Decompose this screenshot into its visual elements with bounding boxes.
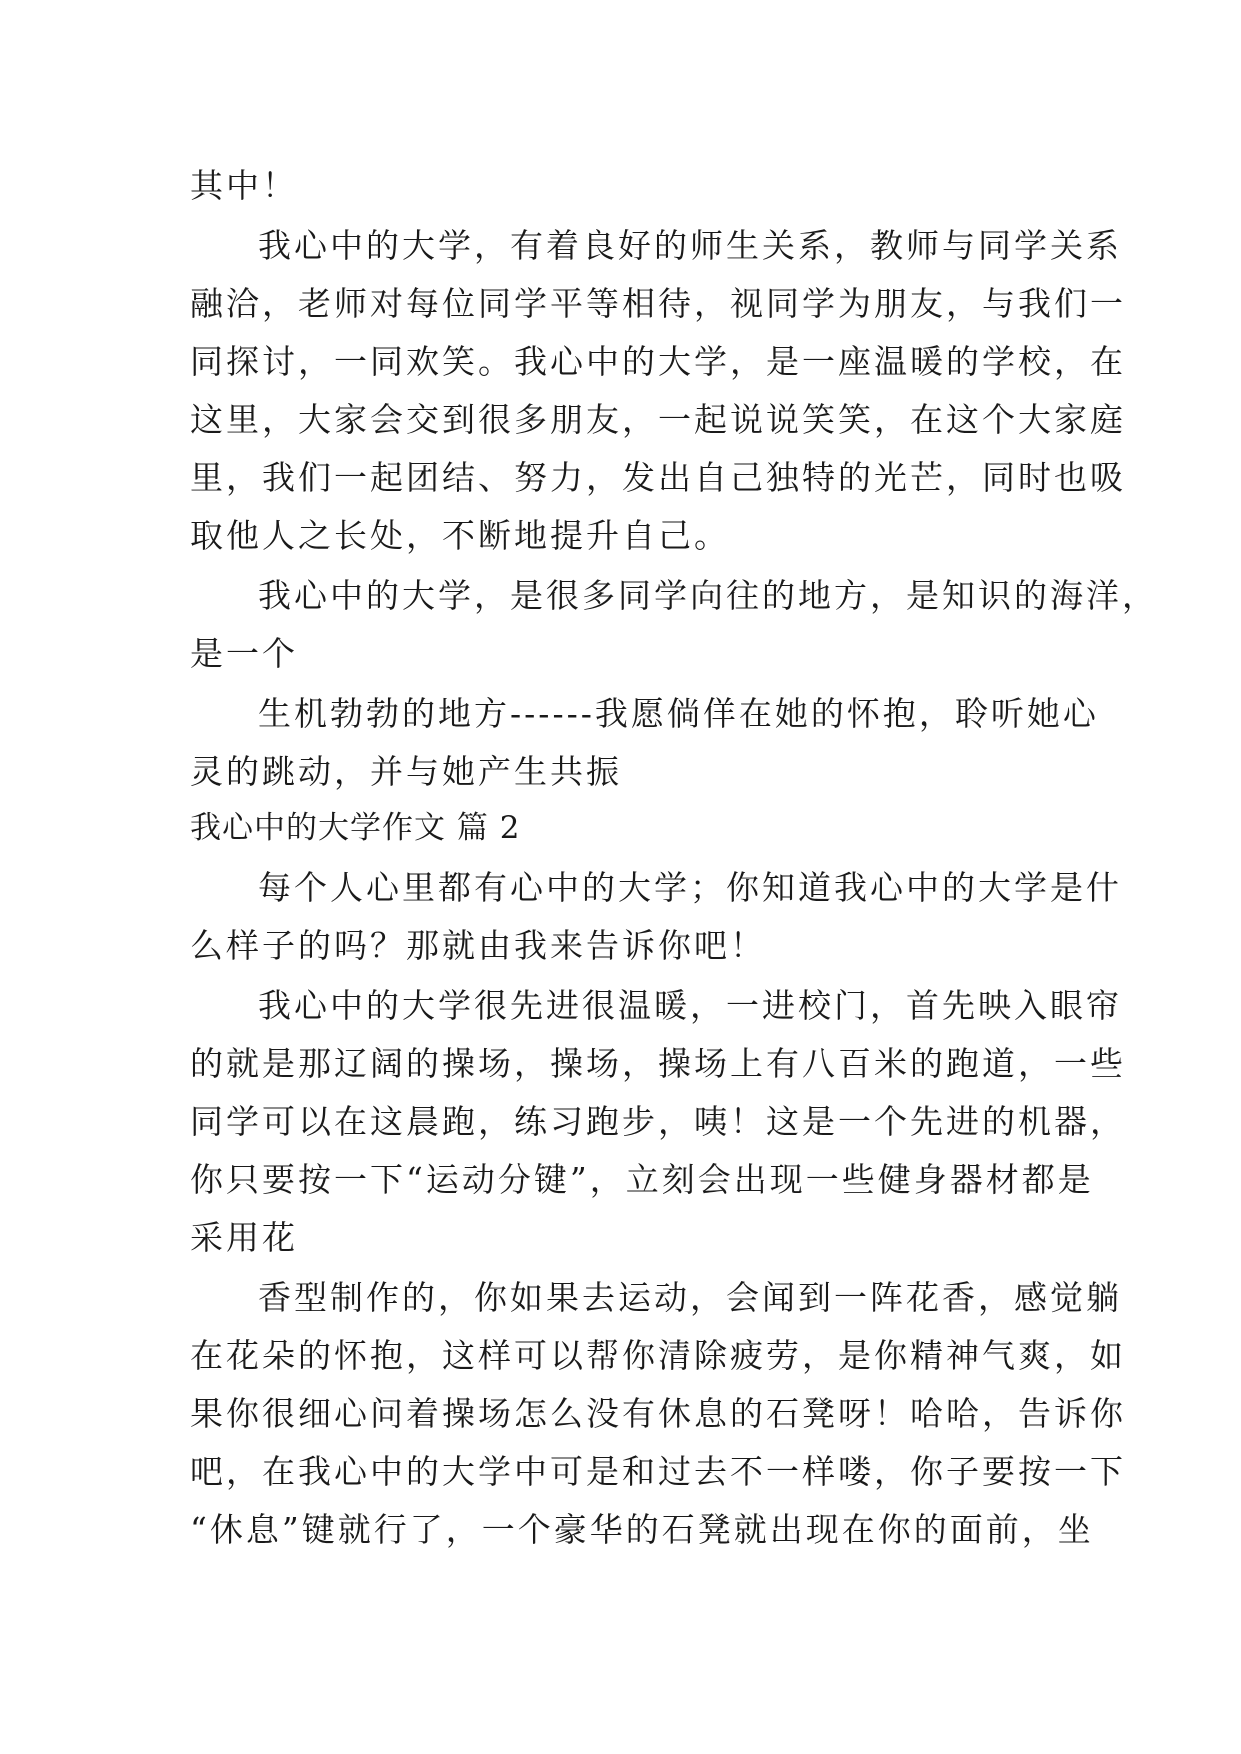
text-line: 其中！ [190,166,298,205]
text-line: 灵的跳动，并与她产生共振 [190,752,622,791]
text-line: 里，我们一起团结、努力，发出自己独特的光芒，同时也吸 [190,458,1126,497]
text-line: 同学可以在这晨跑，练习跑步，咦！这是一个先进的机器， [190,1102,1126,1141]
text-line: 果你很细心问着操场怎么没有休息的石凳呀！哈哈，告诉你 [190,1394,1126,1433]
paragraph-start-line: 我心中的大学，是很多同学向往的地方，是知识的海洋， [258,576,1158,615]
paragraph-start-line: 我心中的大学，有着良好的师生关系，教师与同学关系 [258,226,1122,265]
text-line: 是一个 [190,634,298,673]
text-line: 你只要按一下“运动分键”，立刻会出现一些健身器材都是 [190,1160,1094,1199]
text-line: “休息”键就行了，一个豪华的石凳就出现在你的面前，坐 [190,1510,1094,1549]
paragraph-start-line: 生机勃勃的地方------我愿倘佯在她的怀抱，聆听她心 [258,694,1099,733]
text-line: 么样子的吗？那就由我来告诉你吧！ [190,926,766,965]
text-line: 取他人之长处，不断地提升自己。 [190,516,730,555]
text-line: 吧，在我心中的大学中可是和过去不一样喽，你子要按一下 [190,1452,1126,1491]
text-line: 在花朵的怀抱，这样可以帮你清除疲劳，是你精神气爽，如 [190,1336,1126,1375]
text-line: 的就是那辽阔的操场，操场，操场上有八百米的跑道，一些 [190,1044,1126,1083]
paragraph-start-line: 我心中的大学很先进很温暖，一进校门，首先映入眼帘 [258,986,1122,1025]
paragraph-start-line: 香型制作的，你如果去运动，会闻到一阵花香，感觉躺 [258,1278,1122,1317]
text-line: 融洽，老师对每位同学平等相待，视同学为朋友，与我们一 [190,284,1126,323]
text-line: 这里，大家会交到很多朋友，一起说说笑笑，在这个大家庭 [190,400,1126,439]
paragraph-start-line: 每个人心里都有心中的大学；你知道我心中的大学是什 [258,868,1122,907]
text-line: 采用花 [190,1218,298,1257]
text-line: 同探讨，一同欢笑。我心中的大学，是一座温暖的学校，在 [190,342,1126,381]
section-heading: 我心中的大学作文 篇 2 [190,810,521,846]
